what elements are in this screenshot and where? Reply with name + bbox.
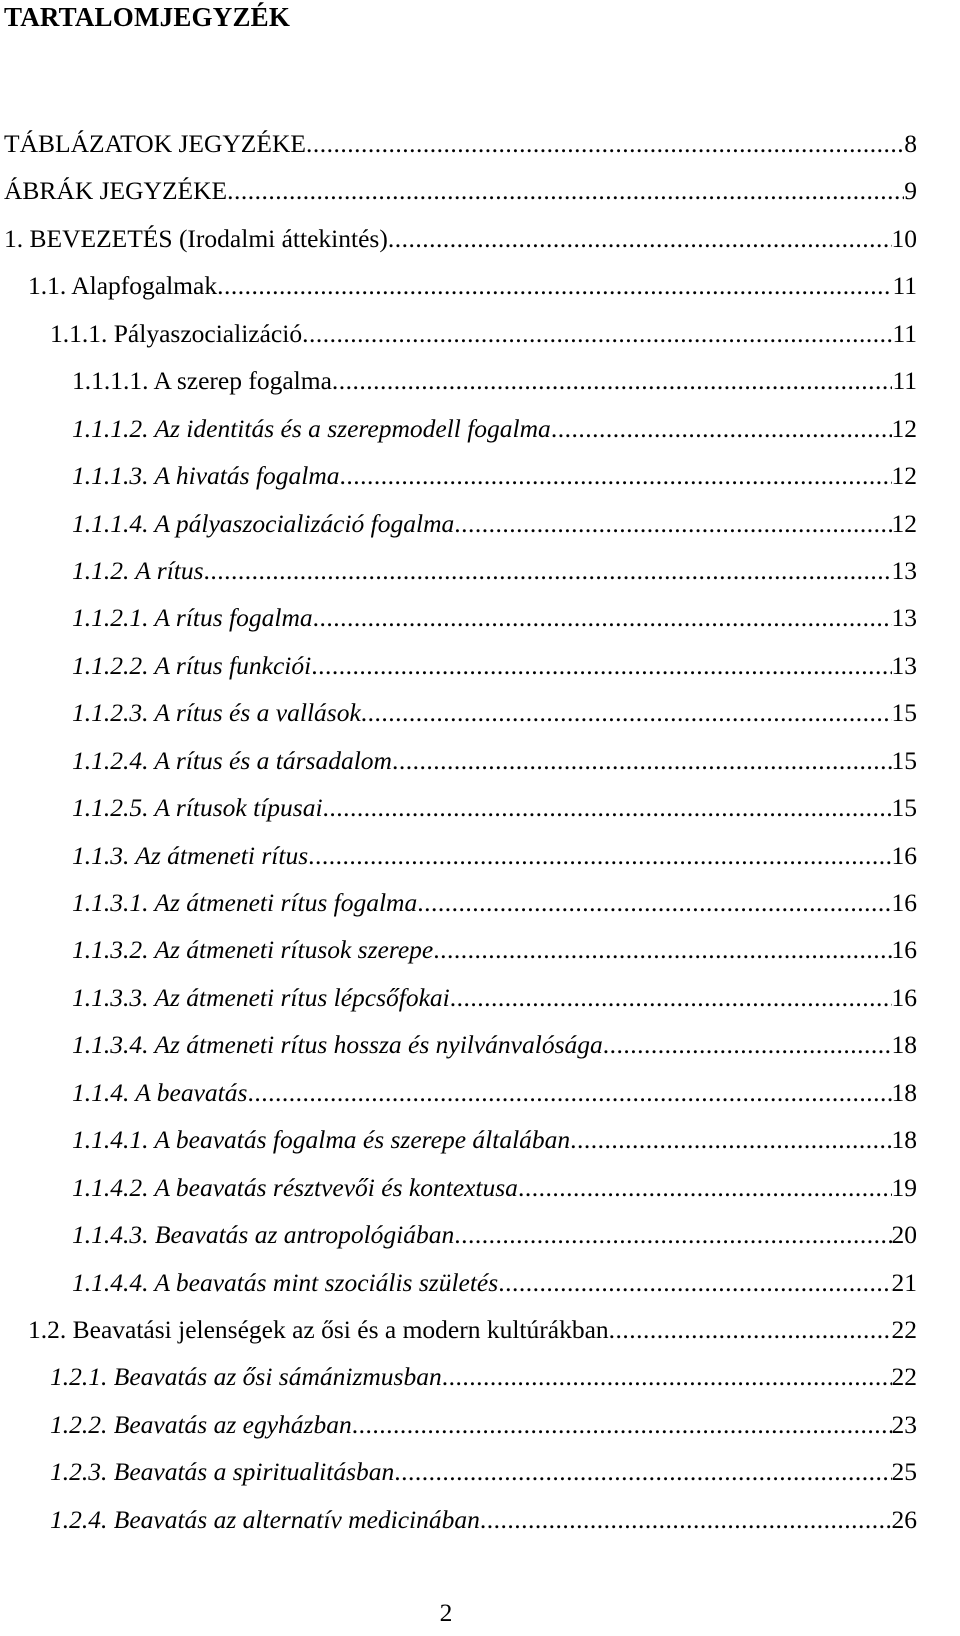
toc-entry[interactable] xyxy=(0,122,960,169)
toc-entry-page: 22 xyxy=(891,1314,917,1344)
toc-entry-page: 13 xyxy=(891,603,917,633)
toc-entry[interactable] xyxy=(0,359,960,406)
dot-leader xyxy=(204,555,892,587)
toc-entry[interactable] xyxy=(0,691,960,738)
toc-entry-page: 11 xyxy=(892,271,917,301)
toc-entry-page: 15 xyxy=(891,745,917,775)
dot-leader xyxy=(361,697,892,729)
dot-leader xyxy=(551,413,892,445)
toc-entry-page: 12 xyxy=(891,413,917,443)
toc-entry-page: 26 xyxy=(891,1504,917,1534)
toc-entry-page: 19 xyxy=(891,1172,917,1202)
dot-leader xyxy=(302,318,892,350)
toc-entry[interactable] xyxy=(0,217,960,264)
toc-entry-title: 1.1.3.1. Az átmeneti rítus fogalma xyxy=(72,888,418,917)
dot-leader xyxy=(570,1124,891,1156)
toc-entry[interactable] xyxy=(0,1166,960,1213)
toc-entry-title: 1.1.4. A beavatás xyxy=(72,1077,248,1107)
toc-entry-title: 1.1.2.1. A rítus fogalma xyxy=(72,603,313,633)
toc-entry[interactable] xyxy=(0,1213,960,1260)
toc-entry-title: 1.1. Alapfogalmak xyxy=(28,271,218,301)
dot-leader xyxy=(609,1314,892,1346)
toc-entry-page: 21 xyxy=(891,1267,917,1297)
toc-entry-page: 8 xyxy=(904,129,917,158)
toc-entry-title: 1.1.2. A rítus xyxy=(72,555,204,585)
toc-entry[interactable] xyxy=(0,454,960,501)
toc-entry-title: 1.1.3.3. Az átmeneti rítus lépcsőfokai xyxy=(72,982,450,1012)
toc-entry[interactable] xyxy=(0,928,960,975)
toc-entry-page: 15 xyxy=(891,793,917,823)
dot-leader xyxy=(603,1029,892,1061)
dot-leader xyxy=(217,270,892,302)
toc-entry[interactable] xyxy=(0,786,960,833)
toc-entry-title: TÁBLÁZATOK JEGYZÉKE xyxy=(4,129,306,158)
dot-leader xyxy=(332,365,893,397)
toc-entry-title: 1.1.1.2. Az identitás és a szerepmodell fogalma xyxy=(72,413,551,443)
toc-entry-page: 9 xyxy=(904,176,917,206)
toc-entry-title: 1.2.1. Beavatás az ősi sámánizmusban xyxy=(50,1362,442,1392)
toc-entry[interactable] xyxy=(0,644,960,691)
dot-leader xyxy=(433,934,891,966)
toc-entry[interactable] xyxy=(0,1308,960,1355)
toc-entry-page: 16 xyxy=(891,935,917,965)
dot-leader xyxy=(313,602,892,634)
dot-leader xyxy=(227,175,904,207)
toc-entry[interactable] xyxy=(0,881,960,928)
toc-entry[interactable] xyxy=(0,1403,960,1450)
toc-entry-page: 11 xyxy=(892,366,917,396)
toc-entry-title: 1.1.4.3. Beavatás az antropológiában xyxy=(72,1220,455,1250)
toc-entry-title: 1.2.4. Beavatás az alternatív medicinában xyxy=(50,1504,480,1534)
toc-entry[interactable] xyxy=(0,739,960,786)
toc-entry[interactable] xyxy=(0,169,960,216)
dot-leader xyxy=(323,792,892,824)
toc-entry[interactable] xyxy=(0,596,960,643)
toc-entry-title: ÁBRÁK JEGYZÉKE xyxy=(4,176,228,206)
toc-entry-page: 11 xyxy=(892,318,917,348)
toc-entry-title: 1.1.1.3. A hivatás fogalma xyxy=(72,461,340,491)
toc-entry[interactable] xyxy=(0,1355,960,1402)
toc-entry-title: 1.1.3.2. Az átmeneti rítusok szerepe xyxy=(72,935,434,965)
dot-leader xyxy=(311,650,891,682)
toc-entry-page: 16 xyxy=(891,982,917,1012)
toc-entry-page: 20 xyxy=(891,1220,917,1250)
dot-leader xyxy=(247,1077,891,1109)
toc-entry[interactable] xyxy=(0,1450,960,1497)
toc-entry[interactable] xyxy=(0,549,960,596)
toc-entry-title: 1.1.1. Pályaszocializáció xyxy=(50,318,303,348)
dot-leader xyxy=(454,1219,891,1251)
toc-entry-page: 25 xyxy=(891,1457,917,1487)
toc-entry[interactable] xyxy=(0,312,960,359)
toc-entry[interactable] xyxy=(0,502,960,549)
toc-entry-page: 10 xyxy=(891,223,917,253)
toc-entry-title: 1.1.1.1. A szerep fogalma xyxy=(72,366,332,396)
toc-entry-page: 13 xyxy=(891,555,917,585)
dot-leader xyxy=(442,1361,892,1393)
toc-entry-page: 16 xyxy=(891,888,917,917)
toc-entry[interactable] xyxy=(0,834,960,881)
toc-entry[interactable] xyxy=(0,407,960,454)
toc-entry-title: 1.1.1.4. A pályaszocializáció fogalma xyxy=(72,508,455,538)
dot-leader xyxy=(480,1504,892,1536)
dot-leader xyxy=(388,223,892,255)
toc-entry-title: 1.1.3.4. Az átmeneti rítus hossza és nyilvánvalósága xyxy=(72,1030,603,1060)
toc-entry-title: 1.1.2.4. A rítus és a társadalom xyxy=(72,745,392,775)
toc-entry-page: 22 xyxy=(891,1362,917,1392)
toc-entry-title: 1.1.4.4. A beavatás mint szociális születés xyxy=(72,1267,499,1297)
dot-leader xyxy=(392,745,892,777)
dot-leader xyxy=(306,128,904,160)
toc-entry-title: 1.1.4.1. A beavatás fogalma és szerepe általában xyxy=(72,1125,571,1155)
toc-entry-title: 1. BEVEZETÉS (Irodalmi áttekintés) xyxy=(4,223,388,253)
toc-entry[interactable] xyxy=(0,1118,960,1165)
toc-entry-title: 1.2.3. Beavatás a spiritualitásban xyxy=(50,1457,395,1487)
dot-leader xyxy=(352,1409,892,1441)
table-of-contents xyxy=(0,122,960,1545)
toc-entry-page: 16 xyxy=(891,840,917,870)
toc-entry[interactable] xyxy=(0,1071,960,1118)
toc-entry[interactable] xyxy=(0,1261,960,1308)
toc-entry-title: 1.2. Beavatási jelenségek az ősi és a modern kultúrákban xyxy=(28,1314,609,1344)
toc-entry-page: 12 xyxy=(891,508,917,538)
page-number: 2 xyxy=(439,1598,453,1627)
toc-entry-title: 1.1.4.2. A beavatás résztvevői és kontextusa xyxy=(72,1172,518,1202)
toc-entry[interactable] xyxy=(0,1498,960,1545)
dot-leader xyxy=(450,982,892,1014)
page-title: TARTALOMJEGYZÉK xyxy=(4,2,291,32)
dot-leader xyxy=(308,840,891,872)
toc-entry-title: 1.1.2.3. A rítus és a vallások xyxy=(72,698,361,728)
toc-entry-title: 1.2.2. Beavatás az egyházban xyxy=(50,1409,352,1439)
toc-entry-title: 1.1.2.5. A rítusok típusai xyxy=(72,793,323,823)
dot-leader xyxy=(340,460,892,492)
toc-entry-page: 13 xyxy=(891,650,917,680)
toc-entry-page: 12 xyxy=(891,461,917,491)
dot-leader xyxy=(518,1172,892,1204)
toc-entry[interactable] xyxy=(0,264,960,311)
toc-entry[interactable] xyxy=(0,976,960,1023)
dot-leader xyxy=(498,1267,891,1299)
toc-entry-page: 18 xyxy=(891,1125,917,1155)
toc-entry-title: 1.1.3. Az átmeneti rítus xyxy=(72,840,309,870)
dot-leader xyxy=(394,1456,891,1488)
toc-entry-page: 15 xyxy=(891,698,917,728)
dot-leader xyxy=(454,508,891,540)
toc-entry[interactable] xyxy=(0,1023,960,1070)
toc-entry-page: 18 xyxy=(891,1030,917,1060)
dot-leader xyxy=(417,887,891,919)
toc-entry-page: 18 xyxy=(891,1077,917,1107)
toc-entry-title: 1.1.2.2. A rítus funkciói xyxy=(72,650,312,680)
toc-entry-page: 23 xyxy=(891,1409,917,1439)
